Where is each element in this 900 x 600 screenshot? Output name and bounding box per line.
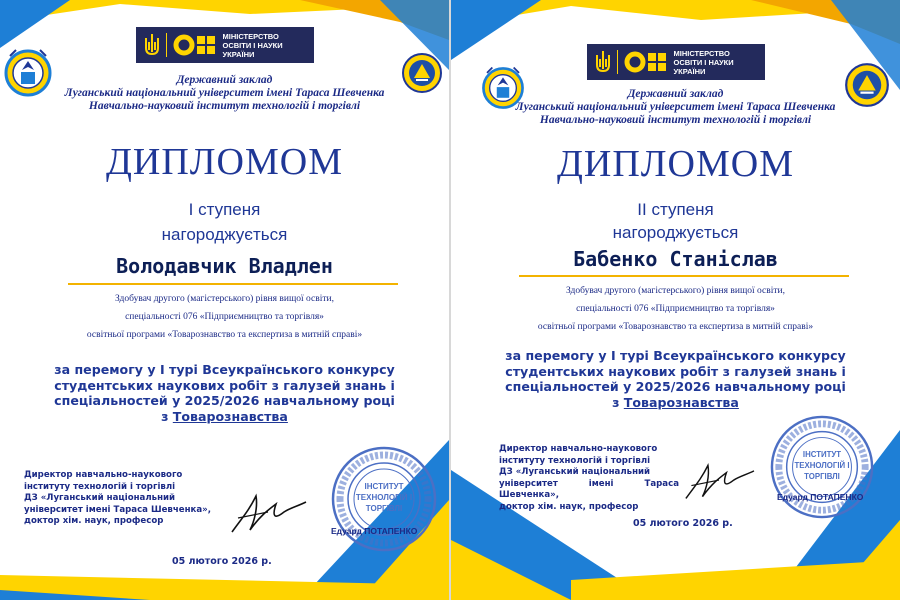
- ministry-logo: [136, 27, 314, 63]
- recipient-name: Володавчик Владлен: [116, 254, 333, 278]
- stamp-center-text: ІНСТИТУТ ТЕХНОЛОГІЙ І ТОРГІВЛІ: [355, 482, 413, 513]
- specialty-block: [451, 282, 900, 336]
- signature-name: Едуард ПОТАПЕНКО: [777, 492, 864, 502]
- official-stamp: [769, 414, 875, 520]
- competition-line-4: [451, 395, 900, 411]
- institution-line-2: Луганський національний університет імені Тараса Шевченка: [64, 87, 385, 99]
- diploma-second-degree: [451, 0, 900, 600]
- diploma-title: ДИПЛОМОМ: [105, 141, 344, 183]
- competition-block: [0, 362, 449, 424]
- signer-block: [24, 470, 224, 528]
- name-underline: [519, 275, 849, 277]
- competition-line-1: за перемогу у І турі Всеукраїнського конкурсу: [505, 348, 846, 363]
- signer-line-4: університет імені Тараса Шевченка»,: [24, 504, 211, 515]
- spec-line-2: спеціальності 076 «Підприємництво та торгівля»: [125, 312, 324, 322]
- signer-line-1: Директор навчально-наукового: [24, 470, 183, 480]
- spec-line-2: спеціальності 076 «Підприємництво та торгівля»: [576, 304, 775, 314]
- competition-line-4: [0, 409, 449, 425]
- competition-line-3: спеціальностей у 2025/2026 навчальному році: [54, 393, 395, 408]
- competition-line-3: спеціальностей у 2025/2026 навчальному році: [505, 379, 846, 394]
- ministry-name: МІНІСТЕРСТВО ОСВІТИ І НАУКИ УКРАЇНИ: [673, 48, 734, 76]
- degree-text: ІІ ступеня: [637, 200, 714, 219]
- awarded-text: нагороджується: [161, 225, 288, 244]
- ministry-separator: [166, 33, 167, 57]
- spec-line-3: освітньої програми «Товарознавство та експертиза в митній справі»: [86, 330, 363, 340]
- handwritten-signature: [228, 488, 308, 538]
- competition-line-2: студентських наукових робіт з галузей знань і: [54, 377, 395, 393]
- issue-date: 05 лютого 2026 р.: [633, 518, 733, 529]
- issue-date: 05 лютого 2026 р.: [172, 556, 272, 567]
- official-stamp: [330, 445, 438, 553]
- name-underline: [68, 283, 398, 285]
- stamp-center-text: ІНСТИТУТ ТЕХНОЛОГІЙ І ТОРГІВЛІ: [794, 450, 850, 481]
- institution-line-2: Луганський національний університет імені Тараса Шевченка: [515, 101, 836, 113]
- recipient-name: Бабенко Станіслав: [573, 247, 778, 271]
- degree-text: І ступеня: [188, 200, 261, 219]
- institution-line-1: Державний заклад: [627, 88, 724, 100]
- mon-logo-icon: [624, 50, 668, 74]
- trident-icon: [142, 32, 162, 58]
- signature-name: Едуард ПОТАПЕНКО: [331, 526, 418, 536]
- spec-line-1: Здобувач другого (магістерського) рівня вищої освіти,: [115, 294, 334, 304]
- competition-prefix: з: [612, 394, 624, 410]
- trident-icon: [593, 49, 613, 75]
- handwritten-signature: [681, 458, 757, 504]
- signer-line-3: ДЗ «Луганський національний: [499, 467, 651, 477]
- signer-line-2: інституту технологій і торгівлі: [24, 481, 176, 492]
- competition-line-1: за перемогу у І турі Всеукраїнського конкурсу: [54, 362, 395, 377]
- spec-line-3: освітньої програми «Товарознавство та експертиза в митній справі»: [537, 322, 814, 332]
- institution-heading: [451, 88, 900, 127]
- diploma-title: ДИПЛОМОМ: [556, 143, 795, 185]
- competition-line-2: студентських наукових робіт з галузей знань і: [505, 363, 846, 379]
- competition-block: [451, 348, 900, 410]
- signer-line-4: університет імені Тараса Шевченка»,: [499, 478, 679, 500]
- institution-heading: [0, 74, 449, 113]
- institution-line-3: Навчально-науковий інститут технологій і торгівлі: [539, 114, 812, 126]
- signer-line-5: доктор хім. наук, професор: [24, 516, 164, 526]
- ministry-separator: [617, 50, 618, 74]
- signer-line-5: доктор хім. наук, професор: [499, 501, 639, 512]
- competition-prefix: з: [161, 408, 173, 424]
- signer-line-3: ДЗ «Луганський національний: [24, 493, 176, 503]
- competition-subject: Товарознавства: [623, 394, 739, 410]
- signer-block: [499, 444, 679, 513]
- specialty-block: [0, 290, 449, 344]
- competition-subject: Товарознавства: [172, 408, 288, 424]
- diploma-first-degree: [0, 0, 449, 600]
- awarded-text: нагороджується: [612, 223, 739, 242]
- mon-logo-icon: [173, 33, 217, 57]
- signer-line-1: Директор навчально-наукового: [499, 444, 658, 454]
- ministry-logo: [587, 44, 765, 80]
- ministry-name: МІНІСТЕРСТВО ОСВІТИ І НАУКИ УКРАЇНИ: [222, 31, 283, 59]
- institution-line-1: Державний заклад: [176, 74, 273, 86]
- spec-line-1: Здобувач другого (магістерського) рівня вищої освіти,: [566, 286, 785, 296]
- institution-line-3: Навчально-науковий інститут технологій і торгівлі: [88, 100, 361, 112]
- signer-line-2: інституту технологій і торгівлі: [499, 455, 651, 466]
